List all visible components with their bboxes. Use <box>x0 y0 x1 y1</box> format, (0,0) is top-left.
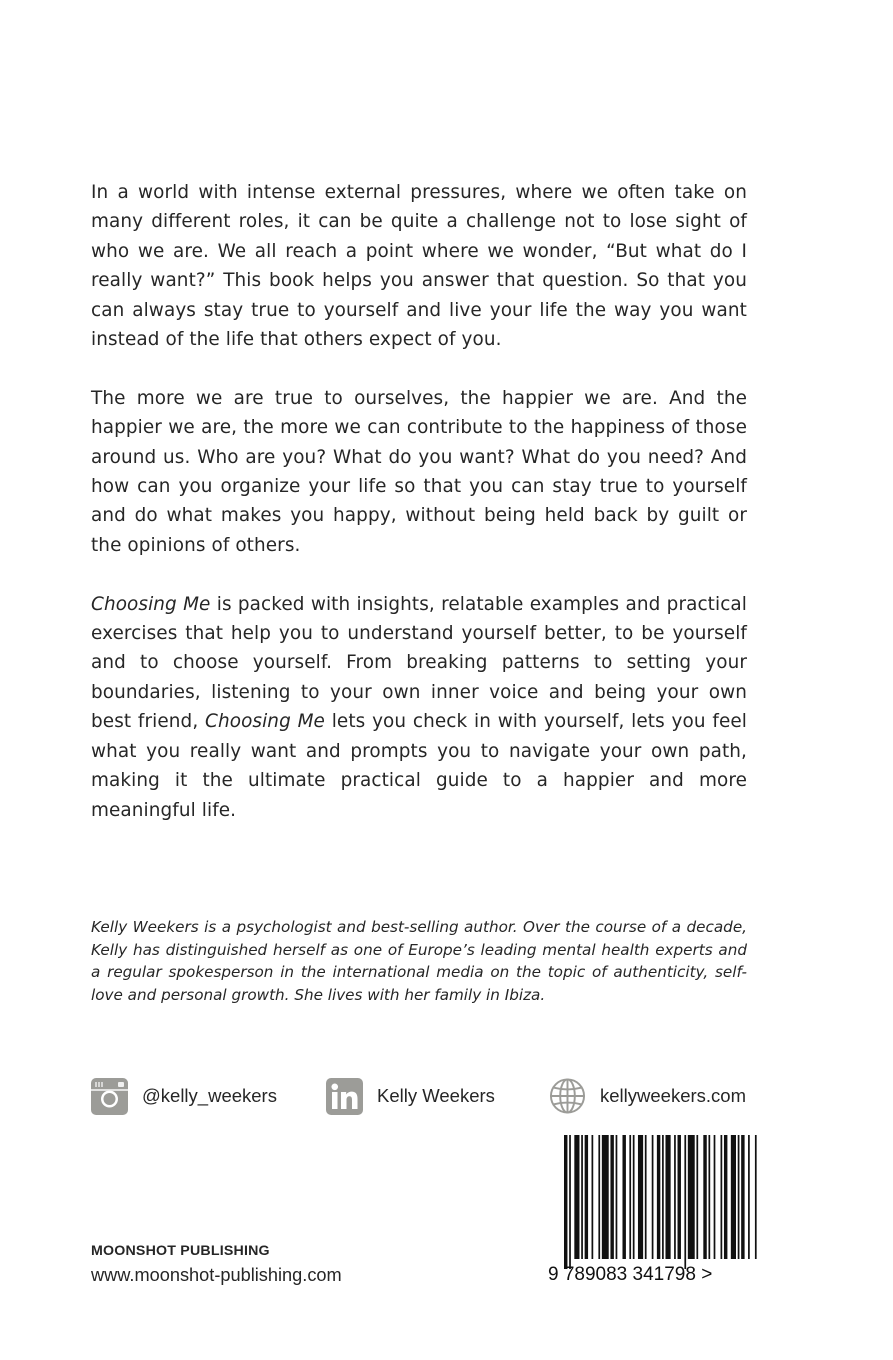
linkedin-name: Kelly Weekers <box>377 1085 495 1106</box>
linkedin-icon <box>326 1078 363 1115</box>
barcode-bar <box>721 1135 723 1259</box>
barcode-bar <box>602 1135 609 1259</box>
barcode-bar <box>748 1135 750 1259</box>
barcode-bar <box>696 1135 698 1259</box>
barcode-bar <box>592 1135 594 1259</box>
barcode-bar <box>731 1135 736 1259</box>
barcode-bar <box>684 1135 686 1269</box>
publisher-block <box>91 1243 342 1286</box>
barcode-bar <box>652 1135 654 1259</box>
author-bio <box>91 916 747 1006</box>
barcode-bar <box>755 1135 757 1259</box>
publisher-url: www.moonshot-publishing.com <box>91 1265 342 1285</box>
social-linkedin[interactable] <box>326 1076 495 1116</box>
barcode-bar <box>574 1135 579 1259</box>
barcode-bar <box>581 1135 583 1259</box>
description-paragraph-1: In a world with intense external pressures, where we often take on many different roles, it can be quite a challenge not to lose sight of who we are. We all reach a point where we wonder, “But what do I really want?” This book helps you answer that question. So that you can always stay true to yourself and live your life the way you want instead of the life that others expect of you. <box>91 182 747 351</box>
isbn-digits: 9 789083 341798 > <box>548 1264 713 1285</box>
barcode-bar <box>662 1135 664 1259</box>
barcode-bar <box>622 1135 625 1259</box>
book-title-italic: Choosing Me <box>205 711 325 733</box>
website-url: kellyweekers.com <box>600 1085 746 1106</box>
barcode-bar <box>564 1135 567 1269</box>
barcode-bar <box>569 1135 571 1269</box>
description-paragraph-3 <box>91 590 747 825</box>
barcode-bar <box>616 1135 618 1259</box>
barcode-bar <box>688 1135 695 1259</box>
barcode-bar <box>610 1135 613 1259</box>
barcode-bar <box>714 1135 716 1259</box>
barcode-bar <box>741 1135 744 1259</box>
social-website[interactable] <box>549 1076 746 1116</box>
barcode-bar <box>585 1135 588 1259</box>
author-bio-text: Kelly Weekers is a psychologist and best-selling author. Over the course of a decade, Kelly has distinguished herself as one of Europe’s leading mental health experts and a regular spokesperson in the international media on the topic of authenticity, self-love and personal growth. She lives with her family in Ibiza. <box>91 918 747 1004</box>
globe-icon <box>549 1078 586 1115</box>
description-paragraph-2: The more we are true to ourselves, the happier we are. And the happier we are, the more we can contribute to the happiness of those around us. Who are you? What do you want? What do you need? And how can you organize your life so that you can stay true to yourself and do what makes you happy, without being held back by guilt or the opinions of others. <box>91 387 747 556</box>
publisher-name: MOONSHOT PUBLISHING <box>91 1243 270 1259</box>
description-paragraph-3-part-1: is packed with insights, relatable examples and practical exercises that help you to understand yourself better, to be yourself and to choose yourself. From breaking patterns to setting your boundaries, listening to your own inner voice and being your own best friend, <box>91 593 747 733</box>
description-paragraph-3-part-2: lets you check in with yourself, lets you feel what you really want and prompts you to navigate your own path, making it the ultimate practical guide to a happier and more meaningful life. <box>91 711 747 821</box>
barcode-bar <box>638 1135 643 1259</box>
instagram-icon <box>91 1078 128 1115</box>
instagram-handle: @kelly_weekers <box>142 1085 277 1106</box>
barcode-bar <box>738 1135 740 1259</box>
social-instagram[interactable] <box>91 1076 277 1116</box>
barcode-bar <box>657 1135 660 1259</box>
barcode-bar <box>703 1135 706 1259</box>
barcode-bar <box>708 1135 710 1259</box>
book-description <box>91 178 747 854</box>
barcode-bar <box>633 1135 635 1259</box>
barcode-bar <box>645 1135 647 1259</box>
barcode-bar <box>598 1135 600 1259</box>
barcode-bar <box>674 1135 676 1259</box>
barcode-bar <box>665 1135 670 1259</box>
barcode-bar <box>629 1135 631 1259</box>
barcode-bar <box>724 1135 727 1259</box>
book-title-italic: Choosing Me <box>91 593 211 615</box>
barcode-bar <box>678 1135 681 1259</box>
